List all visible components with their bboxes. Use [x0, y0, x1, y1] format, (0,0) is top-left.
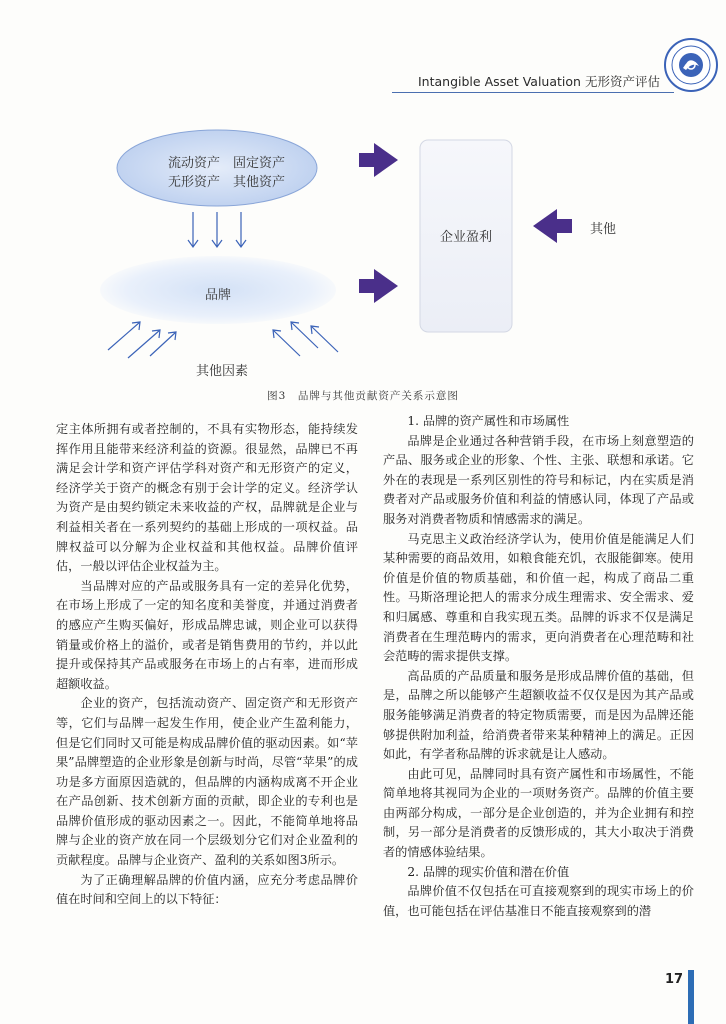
header-title-zh: 无形资产评估: [584, 74, 660, 89]
other-to-profit-arrow-icon: [533, 209, 572, 243]
right-paragraph-4: 由此可见，品牌同时具有资产属性和市场属性，不能简单地将其视同为企业的一项财务资产。品牌的价值主要由两部分构成，一部分是企业创造的，并为企业拥有和控制，另一部分是消费者的反馈形成的，其大小取决于消费者的情感体验结果。: [383, 766, 694, 860]
other-label: 其他: [590, 222, 617, 237]
left-paragraph-4: 为了正确理解品牌的价值内涵，应充分考虑品牌价值在时间和空间上的以下特征：: [56, 872, 358, 907]
right-paragraph-1: 品牌是企业通过各种营销手段，在市场上刻意塑造的产品、服务或企业的形象、个性、主张、联想和承诺。它外在的表现是一系列区别性的符号和标记，内在实质是消费者对产品或服务价值和利益的情感认同，体现了产品或服务对消费者物质和情感需求的满足。: [383, 433, 694, 526]
figure-3-diagram: [0, 0, 726, 400]
assets-line-1: 流动资产 固定资产: [168, 156, 286, 171]
left-column: [56, 420, 358, 910]
page-edge-bar: [688, 970, 694, 1024]
right-column: [383, 412, 694, 921]
right-paragraph-5: 品牌价值不仅包括在可直接观察到的现实市场上的价值，也可能包括在评估基准日不能直接观察到的潜: [383, 884, 694, 918]
assets-line-2: 无形资产 其他资产: [168, 175, 286, 190]
brand-to-profit-arrow-icon: [359, 269, 398, 303]
down-arrows: [188, 212, 246, 247]
section-heading-2: 2. 品牌的现实价值和潜在价值: [407, 864, 570, 879]
other-factors-label: 其他因素: [196, 364, 249, 379]
profit-label: 企业盈利: [440, 230, 493, 245]
factor-arrows-right: [273, 322, 338, 356]
right-paragraph-2: 马克思主义政治经济学认为，使用价值是能满足人们某种需要的商品效用，如粮食能充饥，衣服能御寒。使用价值是价值的物质基础，和价值一起，构成了商品二重性。马斯洛理论把人的需求分成生理需求、安全需求、爱和归属感、尊重和自我实现五类。品牌的诉求不仅是满足消费者在生理范畴内的需求，更向消费者在心理范畴和社会范畴的需求提供支撑。: [383, 531, 694, 664]
figure-caption: 图3 品牌与其他贡献资产关系示意图: [267, 390, 459, 402]
assets-to-profit-arrow-icon: [359, 143, 398, 177]
brand-label: 品牌: [205, 288, 232, 303]
left-paragraph-1: 定主体所拥有或者控制的，不具有实物形态，能持续发挥作用且能带来经济利益的资源。很显然，品牌已不再满足会计学和资产评估学科对资产和无形资产的定义，经济学关于资产的概念有别于会计学的定义。经济学认为资产是由契约锁定未来收益的产权，品牌就是企业与利益相关者在一系列契约的基础上形成的一项权益。品牌权益可以分解为企业权益和其他权益。品牌价值评估，一般以评估企业权益为主。: [56, 422, 358, 574]
section-heading-1: 1. 品牌的资产属性和市场属性: [407, 414, 570, 428]
diagram-graphics: [0, 0, 726, 400]
page-number: 17: [665, 972, 684, 987]
right-paragraph-3: 高品质的产品质量和服务是形成品牌价值的基础，但是，品牌之所以能够产生超额收益不仅仅是因为其产品或服务能够满足消费者的特定物质需要，而是因为品牌还能够提供附加利益，给消费者带来某种精神上的满足。正因如此，有学者称品牌的诉求就是让人感动。: [383, 668, 694, 762]
factor-arrows-left: [108, 322, 176, 358]
left-paragraph-2: 当品牌对应的产品或服务具有一定的差异化优势，在市场上形成了一定的知名度和美誉度，并通过消费者的感应产生购买偏好，形成品牌忠诚，则企业可以获得销量或价格上的溢价，或者是销售费用的节约，并以此提升或保持其产品或服务在市场上的占有率，进而形成超额收益。: [56, 578, 358, 691]
header-title-en: Intangible Asset Valuation: [418, 74, 581, 89]
left-paragraph-3: 企业的资产，包括流动资产、固定资产和无形资产等，它们与品牌一起发生作用，使企业产生盈利能力，但是它们同时又可能是构成品牌价值的驱动因素。如“苹果”品牌塑造的企业形象是创新与时尚，尽管“苹果”的成功是多方面原因造就的，但品牌的内涵构成离不开企业在产品创新、技术创新方面的贡献，即企业的专利也是品牌价值形成的驱动因素之一。因此，不能简单地将品牌与企业的资产放在同一个层级划分它们对企业盈利的贡献程度。品牌与企业资产、盈利的关系如图3所示。: [56, 696, 358, 868]
